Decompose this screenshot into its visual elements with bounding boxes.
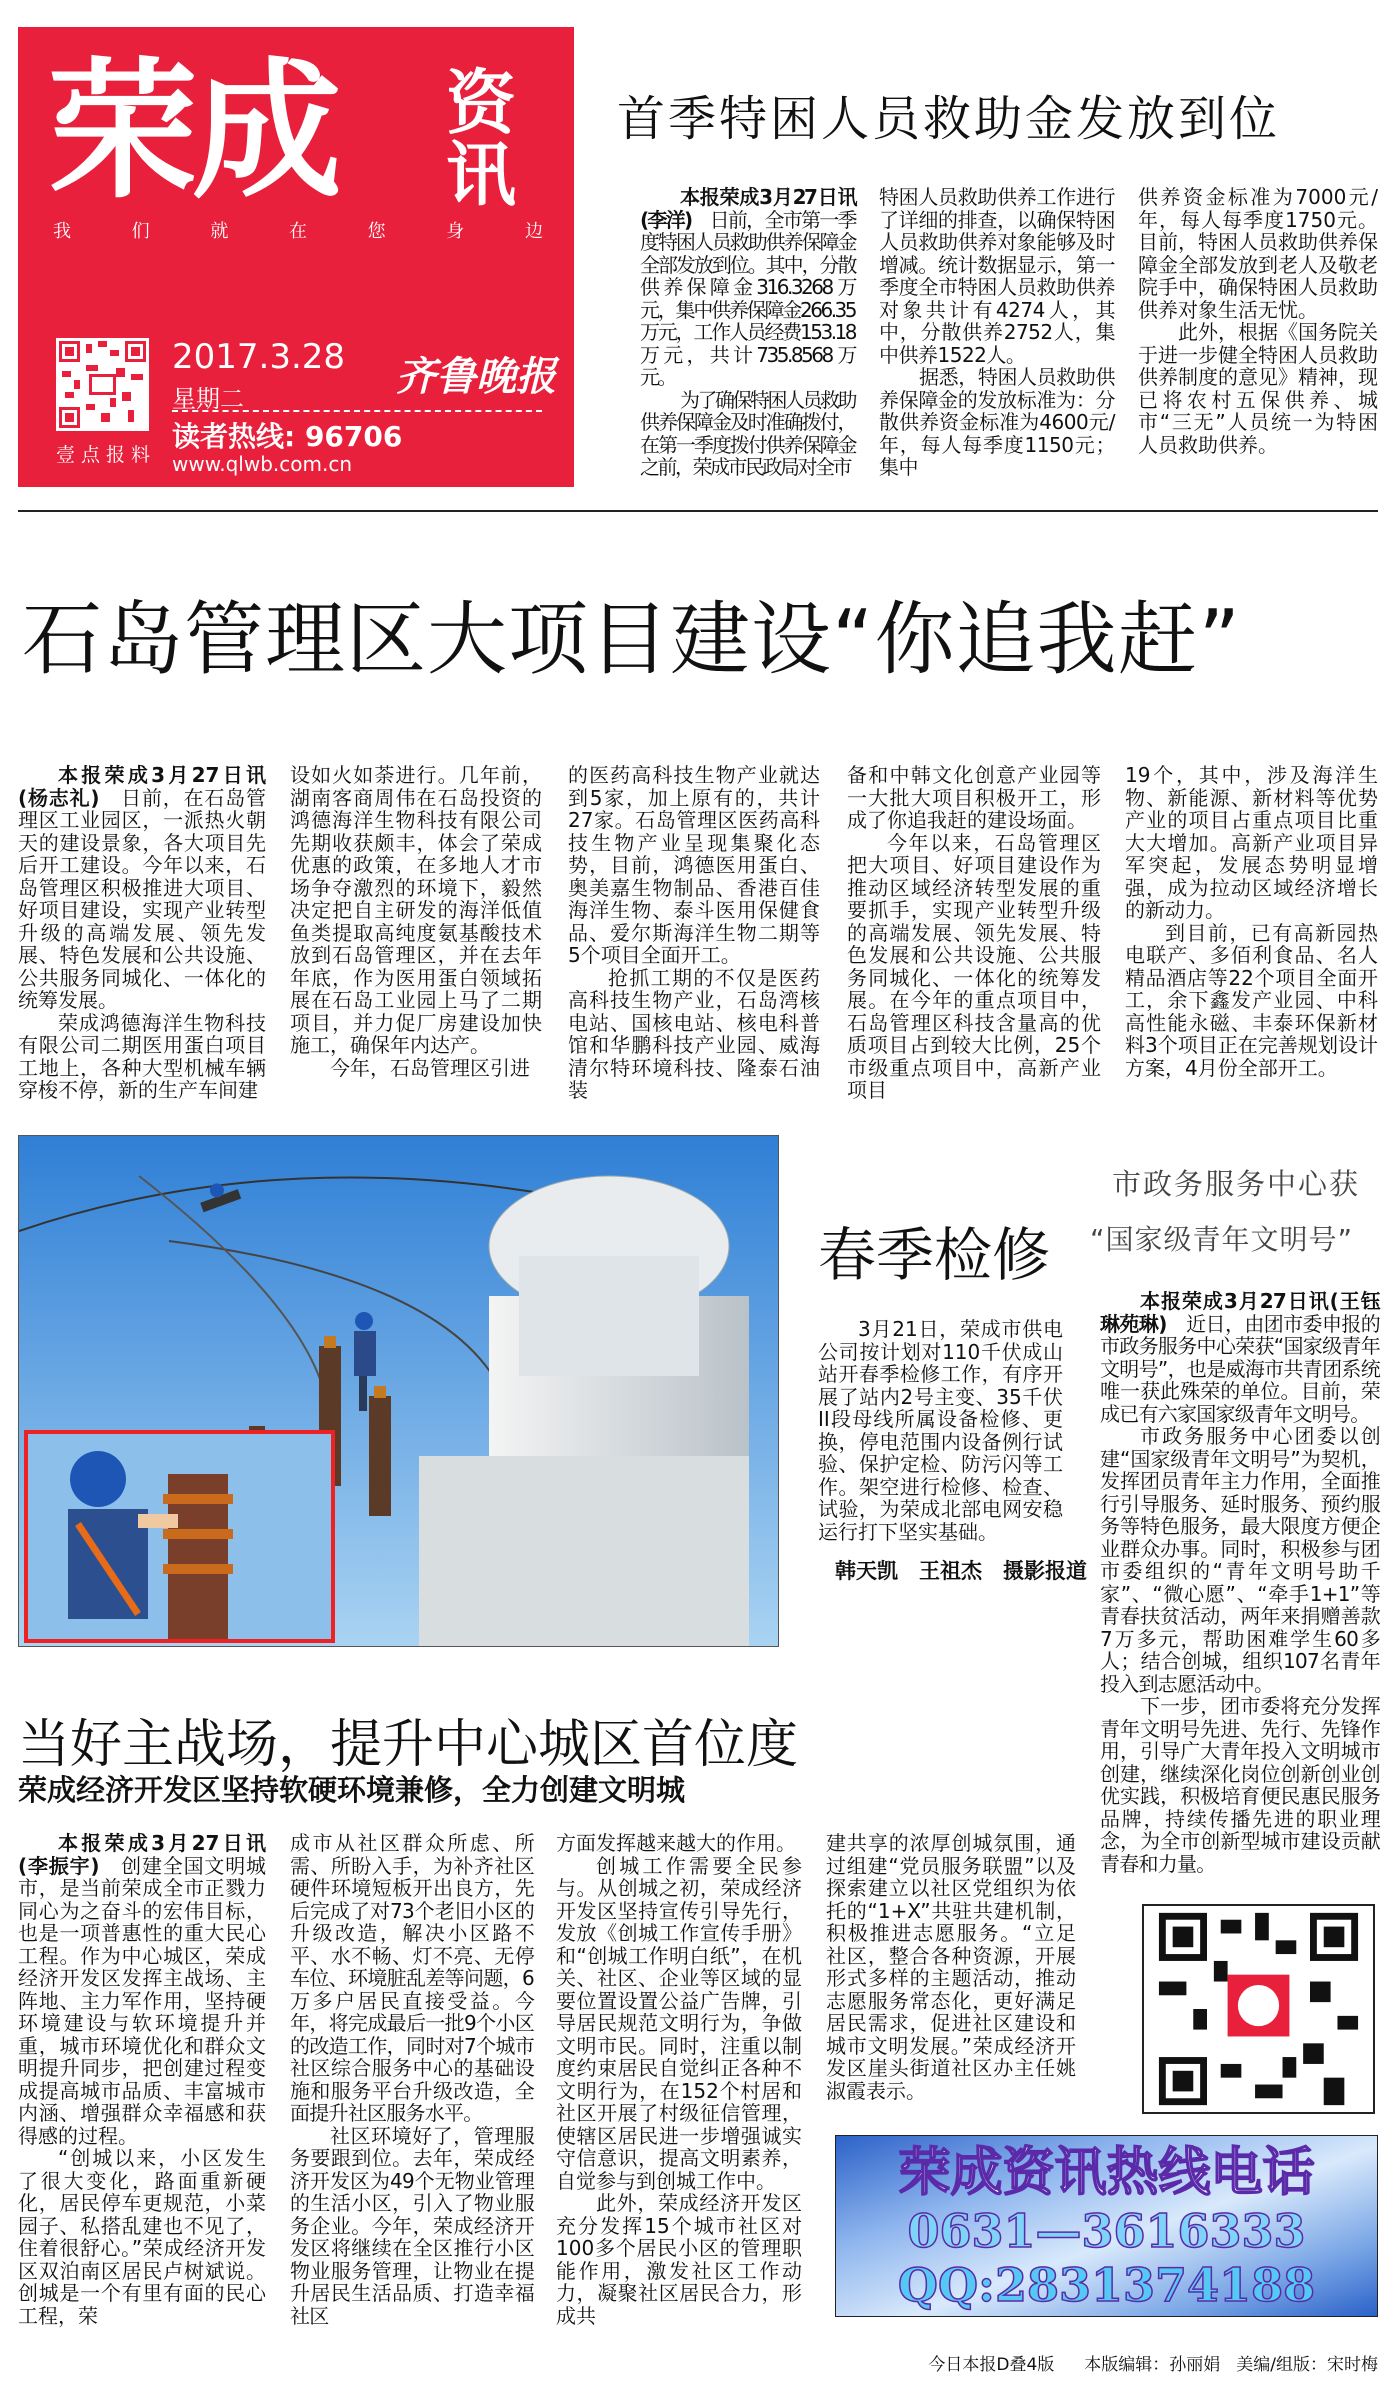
article-1-headline: 首季特困人员救助金发放到位: [617, 91, 1281, 147]
dateline: 本报荣成3月27日讯(王钰琳苑琳): [1100, 1289, 1380, 1336]
paragraph: 荣成鸿德海洋生物科技有限公司二期医用蛋白项目工地上，各种大型机械车辆穿梭不停，新的生产车间建: [18, 1010, 266, 1102]
paragraph: 今年，石岛管理区引进: [330, 1055, 530, 1080]
paragraph-text: 日前，全市第一季度特困人员救助供养保障金全部发放到位。其中，分散供养保障金316.3268万元，集中供养保障金266.35万元，工作人员经费153.18万元，共计735.8568万元。: [640, 207, 856, 389]
qr-code[interactable]: [56, 338, 149, 431]
article-3-title-line2: “国家级青年文明号”: [1090, 1223, 1354, 1256]
paragraph-text: 近日，由团市委申报的市政务服务中心荣获“国家级青年文明号”，也是威海市共青团系统唯一获此殊荣的单位。目前，荣成已有六家国家级青年文明号。: [1100, 1311, 1381, 1426]
paragraph: 的医药高科技生物产业就达到5家，加上原有的，共计27家。石岛管理区医药高科技生物产业呈现集聚化态势，目前，鸿德医用蛋白、奥美嘉生物制品、香港百佳海洋生物、泰斗医用保健食品、爱尔斯海洋生物二期等5个项目全面开工。: [568, 763, 820, 967]
banner-title: 荣成资讯热线电话: [898, 2142, 1315, 2203]
article-3-body: [1100, 1290, 1380, 1875]
paragraph: [18, 1832, 266, 2147]
paragraph: 抢抓工期的不仅是医药高科技生物产业，石岛湾核电站、国核电站、核电科普馆和华鹏科技产业园、威海清尔特环境科技、隆泰石油装: [568, 965, 820, 1102]
article-1-column: [640, 186, 855, 479]
logo-side: [446, 62, 516, 216]
photo-story-title: 春季检修: [818, 1221, 1051, 1289]
paragraph-text: 创建全国文明城市，是当前荣成全市正戮力同心为之奋斗的宏伟目标，也是一项普惠性的重大民心工程。作为中心城区，荣成经济开发区发挥主战场、主阵地、主力军作用，坚持硬环境建设与软环境提升并重，城市环境优化和群众文明提升同步，把创建过程变成提高城市品质、丰富城市内涵、增强群众幸福感和获得感的过程。: [18, 1853, 267, 2148]
slogan-char: 在: [288, 221, 307, 242]
article-4-column: [290, 1832, 534, 2327]
paragraph: 设如火如荼进行。几年前，湖南客商周伟在石岛投资的鸿德海洋生物科技有限公司先期收获颇丰，体会了荣成优惠的政策，在多地人才市场争夺激烈的环境下，毅然决定把自主研发的海洋低值鱼类提取高纯度氨基酸技术放到石岛管理区，并在去年年底，作为医用蛋白领域拓展在石岛工业园上马了二期项目，并力促厂房建设加快施工，确保年内达产。: [290, 763, 542, 1057]
paragraph: 创城工作需要全民参与。从创城之初，荣成经济开发区坚持宣传引导先行，发放《创城工作宣传手册》和“创城工作明白纸”，在机关、社区、企业等区域的显要位置设置公益广告牌，引导居民规范文明行为，争做文明市民。同时，注重以制度约束居民自觉纠正各种不文明行为，在152个村居和社区开展了村级征信管理，使辖区居民进一步增强诚实守信意识，提高文明素养，自觉参与到创城工作中。: [556, 1853, 802, 2193]
paragraph: 19个，其中，涉及海洋生物、新能源、新材料等优势产业的项目占重点项目比重大大增加。高新产业项目异军突起，发展态势明显增强，成为拉动区域经济增长的新动力。: [1125, 763, 1378, 922]
paragraph: 今年以来，石岛管理区把大项目、好项目建设作为推动区域经济转型发展的重要抓手，实现产业转型升级的高端发展、领先发展、特色发展和公共设施、公共服务同城化、一体化的统筹发展。在今年的重点项目中，石岛管理区科技含量高的优质项目占到较大比例，25个市级重点项目中，高新产业项目: [847, 830, 1101, 1102]
paragraph: 为了确保特困人员救助供养保障金及时准确拨付，在第一季度拨付供养保障金之前，荣成市民政局对全市: [640, 387, 855, 479]
paragraph: [18, 764, 266, 1012]
paragraph: 特困人员救助供养工作进行了详细的排查，以确保特困人员救助供养对象能够及时增减。统计数据显示，第一季度全市特困人员救助供养对象共计有4274人，其中，分散供养2752人，集中供养1522人。: [879, 185, 1115, 367]
paragraph: [640, 186, 855, 389]
article-3-title-line1: 市政务服务中心获: [1112, 1167, 1361, 1201]
paragraph: 备和中韩文化创意产业园等一大批大项目积极开工，形成了你追我赶的建设场面。: [847, 763, 1101, 832]
paragraph: [1100, 1290, 1380, 1425]
slogan-char: 就: [210, 221, 229, 242]
caption-text: 3月21日，荣成市供电公司按计划对110千伏成山站开春季检修工作，有序开展了站内2号主变、35千伏II段母线所属设备检修、更换，停电范围内设备例行试验、保护定检、防污闪等工作。架空进行检修、检查、试验，为荣成北部电网安稳运行打下坚实基础。: [818, 1317, 1063, 1544]
website-url[interactable]: www.qlwb.com.cn: [172, 452, 352, 476]
dateline: 本报荣成3月27日讯(李振宇): [18, 1831, 266, 1878]
footer-designer: 美编/组版：宋时梅: [1236, 2355, 1378, 2375]
article-2-headline: 石岛管理区大项目建设“你追我赶”: [22, 593, 1241, 686]
article-4-column: [826, 1832, 1076, 2102]
paragraph: 社区环境好了，管理服务要跟到位。去年，荣成经济开发区为49个无物业管理的生活小区，引入了物业服务企业。今年，荣成经济开发区将继续在全区推行小区物业服务管理，让物业在提升居民生活品质、打造幸福社区: [290, 2123, 534, 2328]
logo-main: 荣成: [48, 45, 337, 219]
divider: [172, 410, 542, 412]
logo-side-char: 资: [446, 62, 516, 144]
section-divider: [18, 510, 1378, 512]
page-footer: [928, 2350, 1378, 2375]
paragraph: 建共享的浓厚创城氛围，通过组建“党员服务联盟”以及探索建立以社区党组织为依托的“1+X”共驻共建机制，积极推进志愿服务。“立足社区，整合各种资源，开展形式多样的主题活动，推动志愿服务常态化，更好满足居民需求，促进社区建设和城市文明发展。”荣成经济开发区崖头街道社区办主任姚淑霞表示。: [826, 1831, 1076, 2103]
article-1-column: [1138, 186, 1378, 456]
paragraph-text: 日前，在石岛管理区工业园区，一派热火朝天的建设景象，各大项目先后开工建设。今年以来，石岛管理区积极推进大项目、好项目建设，实现产业转型升级的高端发展、领先发展、特色发展和公共设施、公共服务同城化、一体化的统筹发展。: [18, 785, 267, 1012]
article-2-column: [568, 764, 820, 1102]
paragraph: 下一步，团市委将充分发挥青年文明号先进、先行、先锋作用，引导广大青年投入文明城市创建，继续深化岗位创新创业创优实践，积极培育便民惠民服务品牌，持续传播先进的职业理念，为全市创新型城市建设贡献青春和力量。: [1100, 1694, 1380, 1876]
worker-closeup-image: [28, 1434, 331, 1639]
article-4-column: [18, 1832, 266, 2327]
masthead: [18, 27, 574, 487]
bottom-qr-code[interactable]: [1142, 1904, 1375, 2114]
paper-name-logo: 齐鲁晚报: [396, 353, 556, 400]
banner-phone: 0631—3616333: [907, 2204, 1306, 2258]
article-4-headline: 当好主战场，提升中心城区首位度: [18, 1715, 799, 1775]
qr-code-icon: [56, 338, 149, 431]
issue-weekday: 星期二: [172, 385, 244, 413]
inset-photo: [24, 1430, 335, 1643]
qr-caption: 壹点报料: [56, 444, 157, 466]
logo-side-char: 讯: [446, 134, 516, 216]
dateline: 本报荣成3月27日讯(李洋): [640, 185, 855, 232]
paragraph: 市政务服务中心团委以创建“国家级青年文明号”为契机，发挥团员青年主力作用，全面推行引导服务、延时服务、预约服务等特色服务，最大限度方便企业群众办事。同时，积极参与团市委组织的“青年文明号助千家”、“微心愿”、“牵手1+1”等青春扶贫活动，两年来捐赠善款7万多元，帮助困难学生60多人；结合创城，组织107名青年投入到志愿活动中。: [1100, 1424, 1380, 1696]
paragraph: 此外，荣成经济开发区充分发挥15个城市社区对100多个居民小区的管理职能作用，激发社区工作动力，凝聚社区居民合力，形成共: [556, 2191, 802, 2328]
slogan-char: 您: [367, 221, 386, 242]
slogan-char: 们: [131, 221, 150, 242]
article-2-column: [18, 764, 266, 1102]
slogan-char: 身: [446, 221, 465, 242]
slogan: [53, 217, 543, 243]
photo-byline: 韩天凯 王祖杰 摄影报道: [835, 1559, 1087, 1583]
paragraph: 据悉，特困人员救助供养保障金的发放标准为：分散供养资金标准为4600元/年，每人每季度1150元；集中: [879, 365, 1115, 479]
paragraph: 方面发挥越来越大的作用。: [556, 1831, 796, 1855]
dateline: 本报荣成3月27日讯(杨志礼): [18, 763, 266, 810]
hotline-banner: [835, 2135, 1378, 2317]
banner-qq: QQ:2831374188: [897, 2258, 1316, 2312]
article-4-column: [556, 1832, 802, 2327]
footer-edition: 今日本报D叠4版: [928, 2355, 1055, 2375]
qr-code-icon: [1144, 1906, 1373, 2112]
paragraph: 此外，根据《国务院关于进一步健全特困人员救助供养制度的意见》精神，现已将农村五保供养、城市“三无”人员统一为特困人员救助供养。: [1138, 320, 1378, 457]
article-2-column: [1125, 764, 1378, 1079]
photo-caption: [818, 1318, 1063, 1543]
slogan-char: 边: [524, 221, 543, 242]
issue-date: 2017.3.28: [172, 337, 346, 377]
paragraph: 成市从社区群众所虑、所需、所盼入手，为补齐社区硬件环境短板开出良方，先后完成了对73个老旧小区的升级改造，解决小区路不平、水不畅、灯不亮、无停车位、环境脏乱差等问题，6万多户居民直接受益。今年，将完成最后一批9个小区的改造工作，同时对7个城市社区综合服务中心的基础设施和服务平台升级改造，全面提升社区服务水平。: [290, 1831, 534, 2125]
paragraph: “创城以来，小区发生了很大变化，路面重新硬化，居民停车更规范，小菜园子、私搭乱建也不见了，住着很舒心。”荣成经济开发区双泊南区居民卢树斌说。创城是一个有里有面的民心工程，荣: [18, 2146, 266, 2328]
article-2-column: [290, 764, 542, 1079]
substation-photo: [18, 1135, 779, 1647]
footer-editor: 本版编辑：孙丽娟: [1084, 2355, 1221, 2375]
slogan-char: 我: [53, 221, 71, 242]
article-2-column: [847, 764, 1101, 1102]
paragraph: 供养资金标准为7000元/年，每人每季度1750元。目前，特困人员救助供养保障金全部发放到老人及敬老院手中，确保特困人员救助供养对象生活无忧。: [1138, 185, 1378, 322]
article-1-column: [879, 186, 1115, 479]
reader-hotline: 读者热线: 96706: [172, 420, 403, 453]
article-4-subheadline: 荣成经济开发区坚持软硬环境兼修，全力创建文明城: [18, 1773, 686, 1807]
paragraph: 到目前，已有高新园热电联产、多佰利食品、名人精品酒店等22个项目全面开工，余下鑫发产业园、中科高性能永磁、丰泰环保新材料3个项目正在完善规划设计方案，4月份全部开工。: [1125, 920, 1378, 1080]
